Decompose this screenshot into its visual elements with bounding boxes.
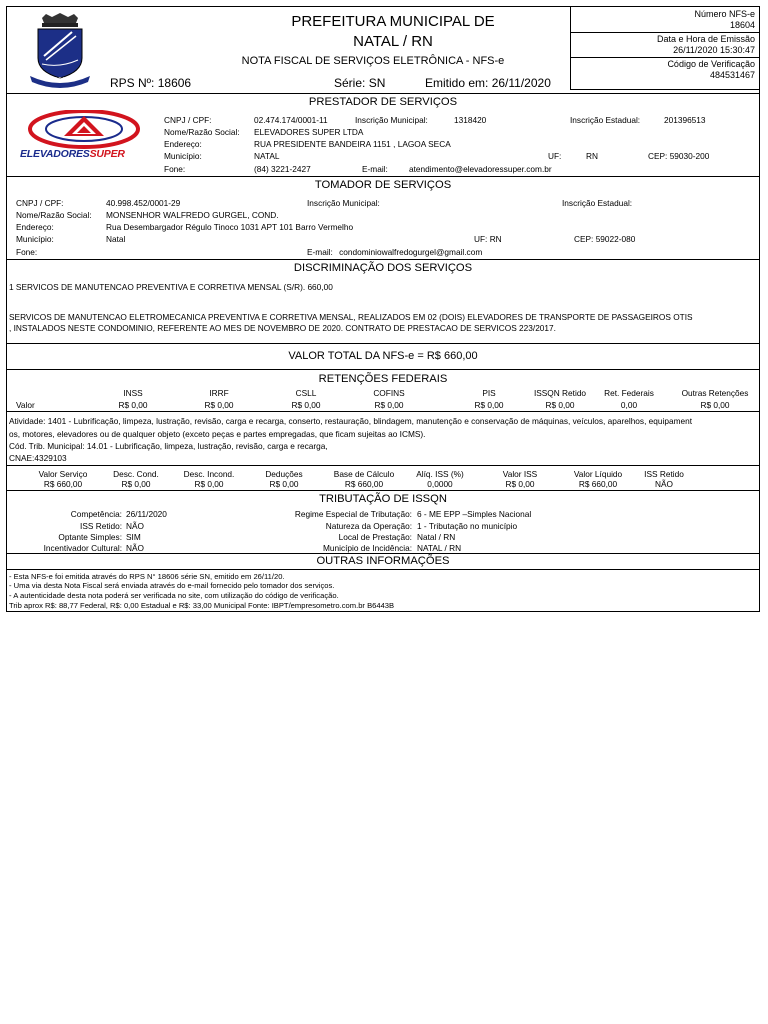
valor-value: R$ 0,00 bbox=[121, 479, 151, 489]
tomador-email-label: E-mail: bbox=[307, 247, 333, 257]
natureza-label: Natureza da Operação: bbox=[325, 521, 412, 531]
prestador-endereco: RUA PRESIDENTE BANDEIRA 1151 , LAGOA SECA bbox=[254, 139, 451, 149]
retencao-value: R$ 0,00 bbox=[291, 400, 321, 410]
tomador-cnpj-label: CNPJ / CPF: bbox=[16, 198, 64, 208]
emitido-info bbox=[425, 76, 551, 90]
retencoes-row-label: Valor bbox=[16, 400, 35, 410]
natureza-value: 1 - Tributação no município bbox=[417, 521, 518, 531]
prestador-cep-value: 59030-200 bbox=[669, 151, 710, 161]
rps-label: RPS Nº: bbox=[110, 76, 155, 90]
tomador-im-label: Inscrição Municipal: bbox=[307, 198, 380, 208]
valor-value: R$ 660,00 bbox=[578, 479, 618, 489]
logo-text-elevadores: ELEVADORES bbox=[20, 148, 90, 160]
atividade-line2: os, motores, elevadores ou de qualquer objeto (exceto peças e partes empregadas, que ficam sujeitas ao ICMS). bbox=[9, 429, 426, 439]
valor-header: Valor Líquido bbox=[573, 469, 623, 479]
regime-label: Regime Especial de Tributação: bbox=[294, 509, 412, 519]
tomador-cep-value: 59022-080 bbox=[595, 234, 636, 244]
retencao-header: INSS bbox=[123, 388, 143, 398]
numero-value: 18604 bbox=[729, 20, 755, 30]
tomador-title: TOMADOR DE SERVIÇOS bbox=[314, 179, 452, 191]
retencao-value: R$ 0,00 bbox=[545, 400, 575, 410]
prestador-municipio: NATAL bbox=[254, 151, 280, 161]
prestador-im: 1318420 bbox=[454, 115, 487, 125]
valor-total-label: VALOR TOTAL DA NFS-e = bbox=[288, 350, 424, 362]
prestador-uf-label: UF: bbox=[548, 151, 562, 161]
prestador-ie-label: Inscrição Estadual: bbox=[570, 115, 641, 125]
outras-title: OUTRAS INFORMAÇÕES bbox=[316, 555, 450, 567]
discriminacao-title: DISCRIMINAÇÃO DOS SERVIÇOS bbox=[293, 262, 473, 274]
prestador-im-label: Inscrição Municipal: bbox=[355, 115, 428, 125]
emitido-label: Emitido em: bbox=[425, 76, 489, 90]
prestador-email: atendimento@elevadoressuper.com.br bbox=[409, 164, 552, 174]
logo-text-super: SUPER bbox=[89, 148, 125, 160]
company-logo bbox=[18, 110, 150, 162]
outras-line3: - A autenticidade desta nota poderá ser verificada no site, com utilização do código de verificação. bbox=[9, 591, 339, 600]
iss-retido-label: ISS Retido: bbox=[80, 521, 122, 531]
valor-header: Desc. Incond. bbox=[183, 469, 235, 479]
tomador-email-value: condominiowalfredogurgel@gmail.com bbox=[339, 247, 483, 257]
retencoes-title: RETENÇÕES FEDERAIS bbox=[318, 373, 448, 385]
atividade-line1: Atividade: 1401 - Lubrificação, limpeza, lustração, revisão, carga e recarga, conserto, restauração, blindagem, manutenção e conservação de máquinas, veículos, aparelhos, equipament bbox=[9, 416, 693, 426]
city-crest bbox=[28, 12, 92, 92]
page-title-line2: NATAL / RN bbox=[353, 33, 433, 50]
discriminacao-line3: , INSTALADOS NESTE CONDOMINIO, REFERENTE AO MES DE NOVEMBRO DE 2020. CONTRATO DE PRESTACAO DE SERVICOS 223/2017. bbox=[9, 323, 556, 333]
retencao-header: Ret. Federais bbox=[604, 388, 654, 398]
valor-value: R$ 660,00 bbox=[344, 479, 384, 489]
tomador-uf-value: RN bbox=[489, 234, 502, 244]
prestador-endereco-label: Endereço: bbox=[164, 139, 202, 149]
nfse-info-box bbox=[570, 6, 760, 90]
prestador-email-label: E-mail: bbox=[362, 164, 388, 174]
tomador-ie-label: Inscrição Estadual: bbox=[562, 198, 633, 208]
tomador-email bbox=[307, 247, 482, 257]
retencao-value: R$ 0,00 bbox=[700, 400, 730, 410]
tomador-nome-label: Nome/Razão Social: bbox=[16, 210, 92, 220]
valor-value: NÃO bbox=[655, 479, 673, 489]
crest-ribbon-text: NATAL bbox=[49, 77, 71, 83]
serie-info bbox=[334, 76, 385, 90]
prestador-cep bbox=[648, 151, 709, 161]
valor-total-value: R$ 660,00 bbox=[426, 350, 478, 362]
incentivador-value: NÃO bbox=[126, 543, 144, 553]
municipio-incidencia-value: NATAL / RN bbox=[417, 543, 462, 553]
tomador-fone-label: Fone: bbox=[16, 247, 38, 257]
competencia-value: 26/11/2020 bbox=[126, 509, 167, 519]
retencao-value: R$ 0,00 bbox=[118, 400, 148, 410]
retencao-value: 0,00 bbox=[620, 400, 638, 410]
retencao-value: R$ 0,00 bbox=[474, 400, 504, 410]
serie-label: Série: bbox=[334, 76, 366, 90]
data-emissao-value: 26/11/2020 15:30:47 bbox=[673, 45, 755, 55]
optante-simples-label: Optante Simples: bbox=[58, 532, 122, 542]
discriminacao-line2: SERVICOS DE MANUTENCAO ELETROMECANICA PREVENTIVA E CORRETIVA MENSAL, REALIZADOS EM 02 (DOIS) ELEVADORES DE TRANSPORTE DE PASSAGEIROS OTIS bbox=[9, 312, 693, 322]
valor-value: R$ 0,00 bbox=[505, 479, 535, 489]
tomador-cep bbox=[574, 234, 635, 244]
data-emissao-label: Data e Hora de Emissão bbox=[656, 34, 755, 44]
outras-line2: - Uma via desta Nota Fiscal será enviada através do e-mail fornecido pelo tomador dos serviços. bbox=[9, 581, 335, 590]
valor-value: R$ 0,00 bbox=[194, 479, 224, 489]
prestador-cep-label: CEP: bbox=[648, 151, 668, 161]
tomador-endereco-label: Endereço: bbox=[16, 222, 54, 232]
prestador-uf: RN bbox=[586, 151, 598, 161]
retencao-header: ISSQN Retido bbox=[533, 388, 587, 398]
prestador-title: PRESTADOR DE SERVIÇOS bbox=[308, 96, 458, 108]
codigo-verificacao-value: 484531467 bbox=[709, 70, 755, 80]
valor-header: Deduções bbox=[265, 469, 303, 479]
serie-value: SN bbox=[368, 76, 386, 90]
prestador-fone: (84) 3221-2427 bbox=[254, 164, 311, 174]
cnae: CNAE:4329103 bbox=[9, 453, 67, 463]
incentivador-label: Incentivador Cultural: bbox=[43, 543, 122, 553]
prestador-fone-label: Fone: bbox=[164, 164, 186, 174]
tomador-uf-label: UF: bbox=[474, 234, 488, 244]
rps-info bbox=[110, 76, 191, 90]
valor-total bbox=[6, 350, 760, 362]
regime-value: 6 - ME EPP –Simples Nacional bbox=[417, 509, 532, 519]
outras-line4: Trib aprox R$: 88,77 Federal, R$: 0,00 Estadual e R$: 33,00 Municipal Fonte: IBPT/empresometro.com.br B6443B bbox=[9, 601, 395, 610]
prestador-nome-label: Nome/Razão Social: bbox=[164, 127, 240, 137]
valor-header: Valor Serviço bbox=[38, 469, 88, 479]
competencia-label: Competência: bbox=[70, 509, 122, 519]
valor-value: R$ 0,00 bbox=[269, 479, 299, 489]
retencao-header: Outras Retenções bbox=[681, 388, 749, 398]
prestador-cnpj-label: CNPJ / CPF: bbox=[164, 115, 212, 125]
retencao-header: IRRF bbox=[209, 388, 229, 398]
prestador-nome: ELEVADORES SUPER LTDA bbox=[254, 127, 364, 137]
prestador-ie: 201396513 bbox=[664, 115, 706, 125]
tomador-nome: MONSENHOR WALFREDO GURGEL, COND. bbox=[106, 210, 279, 220]
retencao-value: R$ 0,00 bbox=[204, 400, 234, 410]
local-prestacao-label: Local de Prestação: bbox=[338, 532, 412, 542]
local-prestacao-value: Natal / RN bbox=[417, 532, 456, 542]
valor-header: ISS Retido bbox=[644, 469, 684, 479]
municipio-incidencia-label: Município de Incidência: bbox=[322, 543, 412, 553]
tomador-uf bbox=[474, 234, 502, 244]
prestador-cnpj: 02.474.174/0001-11 bbox=[254, 115, 328, 125]
tributacao-title: TRIBUTAÇÃO DE ISSQN bbox=[319, 493, 447, 505]
valor-header: Valor ISS bbox=[502, 469, 538, 479]
codigo-verificacao-label: Código de Verificação bbox=[667, 59, 755, 69]
retencao-header: CSLL bbox=[295, 388, 317, 398]
page-title-line1: PREFEITURA MUNICIPAL DE bbox=[291, 13, 495, 30]
retencao-value: R$ 0,00 bbox=[374, 400, 404, 410]
rps-number: 18606 bbox=[157, 76, 192, 90]
valor-value: 0,0000 bbox=[427, 479, 453, 489]
numero-label: Número NFS-e bbox=[694, 9, 755, 19]
company-logo-text bbox=[20, 148, 125, 160]
outras-line1: - Esta NFS-e foi emitida através do RPS N° 18606 série SN, emitido em 26/11/20. bbox=[9, 572, 285, 581]
valor-value: R$ 660,00 bbox=[43, 479, 83, 489]
optante-simples-value: SIM bbox=[126, 532, 141, 542]
tomador-municipio: Natal bbox=[106, 234, 126, 244]
valor-header: Desc. Cond. bbox=[113, 469, 159, 479]
tomador-cnpj: 40.998.452/0001-29 bbox=[106, 198, 181, 208]
retencao-header: PIS bbox=[482, 388, 496, 398]
valor-header: Alíq. ISS (%) bbox=[416, 469, 464, 479]
valor-header: Base de Cálculo bbox=[333, 469, 395, 479]
prestador-municipio-label: Município: bbox=[164, 151, 202, 161]
emitido-value: 26/11/2020 bbox=[491, 76, 551, 90]
tomador-endereco: Rua Desembargador Régulo Tinoco 1031 APT 101 Barro Vermelho bbox=[106, 222, 354, 232]
tomador-municipio-label: Município: bbox=[16, 234, 54, 244]
document-subtitle: NOTA FISCAL DE SERVIÇOS ELETRÔNICA - NFS-e bbox=[241, 55, 505, 67]
cod-trib-municipal: Cód. Trib. Municipal: 14.01 - Lubrificação, limpeza, lustração, revisão, carga e recarga, bbox=[9, 441, 328, 451]
discriminacao-line1: 1 SERVICOS DE MANUTENCAO PREVENTIVA E CORRETIVA MENSAL (S/R). 660,00 bbox=[9, 282, 333, 292]
tomador-cep-label: CEP: bbox=[574, 234, 594, 244]
retencao-header: COFINS bbox=[373, 388, 405, 398]
iss-retido-value: NÃO bbox=[126, 521, 144, 531]
